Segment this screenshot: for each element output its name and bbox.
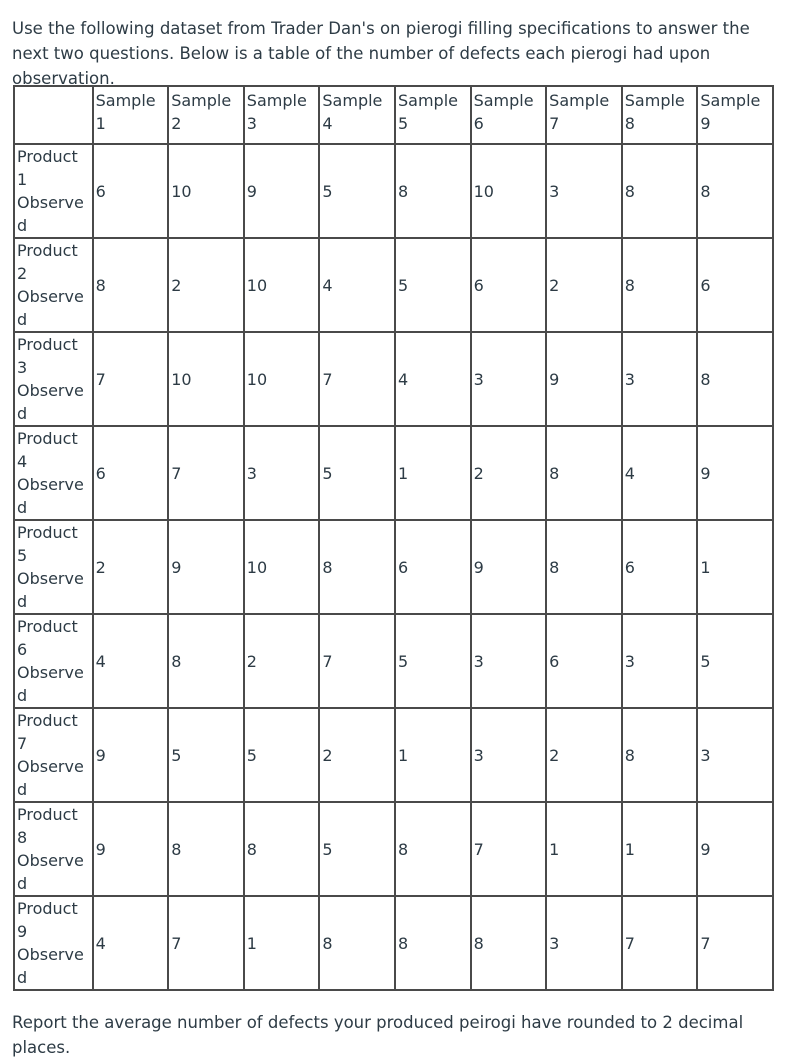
question-text: Report the average number of defects your produced peirogi have rounded to 2 decimal places. bbox=[12, 1013, 744, 1057]
table-row bbox=[14, 332, 773, 426]
defect-count-cell: 8 bbox=[319, 896, 395, 990]
table-row bbox=[14, 614, 773, 708]
table-row bbox=[14, 144, 773, 238]
defect-count-cell: 10 bbox=[471, 144, 547, 238]
defect-count-cell: 3 bbox=[471, 708, 547, 802]
defect-count-cell: 3 bbox=[471, 332, 547, 426]
defect-count-cell: 9 bbox=[697, 802, 773, 896]
defect-count-cell: 7 bbox=[319, 614, 395, 708]
column-header: Sample 7 bbox=[546, 86, 622, 144]
defect-count-cell: 10 bbox=[244, 238, 320, 332]
defect-count-cell: 9 bbox=[93, 708, 169, 802]
defect-count-cell: 7 bbox=[697, 896, 773, 990]
defect-count-cell: 9 bbox=[93, 802, 169, 896]
defect-count-cell: 6 bbox=[93, 426, 169, 520]
defect-count-cell: 3 bbox=[546, 896, 622, 990]
row-label: Product 2 Observed bbox=[14, 238, 93, 332]
defect-count-cell: 3 bbox=[546, 144, 622, 238]
defect-count-cell: 4 bbox=[395, 332, 471, 426]
defect-count-cell: 9 bbox=[244, 144, 320, 238]
defect-count-cell: 6 bbox=[93, 144, 169, 238]
defect-count-cell: 10 bbox=[244, 332, 320, 426]
column-header: Sample 3 bbox=[244, 86, 320, 144]
table-row bbox=[14, 896, 773, 990]
defect-count-cell: 10 bbox=[168, 332, 244, 426]
defect-count-cell: 10 bbox=[244, 520, 320, 614]
defect-count-cell: 9 bbox=[168, 520, 244, 614]
defect-count-cell: 5 bbox=[697, 614, 773, 708]
defect-count-cell: 6 bbox=[395, 520, 471, 614]
row-label: Product 8 Observed bbox=[14, 802, 93, 896]
defect-count-cell: 3 bbox=[697, 708, 773, 802]
defect-count-cell: 9 bbox=[546, 332, 622, 426]
defect-count-cell: 2 bbox=[546, 238, 622, 332]
defect-count-cell: 2 bbox=[319, 708, 395, 802]
defect-count-cell: 8 bbox=[622, 238, 698, 332]
defect-count-cell: 2 bbox=[244, 614, 320, 708]
defect-count-cell: 1 bbox=[395, 426, 471, 520]
column-header: Sample 1 bbox=[93, 86, 169, 144]
defect-count-cell: 2 bbox=[93, 520, 169, 614]
defect-count-cell: 8 bbox=[244, 802, 320, 896]
defect-count-cell: 8 bbox=[697, 332, 773, 426]
defect-count-cell: 6 bbox=[471, 238, 547, 332]
table-row bbox=[14, 802, 773, 896]
defect-count-cell: 5 bbox=[319, 144, 395, 238]
column-header: Sample 6 bbox=[471, 86, 547, 144]
row-label: Product 5 Observed bbox=[14, 520, 93, 614]
defect-count-cell: 8 bbox=[622, 708, 698, 802]
defect-count-cell: 8 bbox=[319, 520, 395, 614]
defect-count-cell: 8 bbox=[168, 614, 244, 708]
defect-count-cell: 8 bbox=[93, 238, 169, 332]
defect-count-cell: 8 bbox=[697, 144, 773, 238]
column-header: Sample 4 bbox=[319, 86, 395, 144]
table-row bbox=[14, 426, 773, 520]
table-row bbox=[14, 520, 773, 614]
defect-count-cell: 5 bbox=[319, 802, 395, 896]
table-header-row bbox=[14, 86, 773, 144]
row-label: Product 6 Observed bbox=[14, 614, 93, 708]
defect-count-cell: 4 bbox=[622, 426, 698, 520]
defect-count-cell: 6 bbox=[622, 520, 698, 614]
defect-count-cell: 1 bbox=[697, 520, 773, 614]
defect-count-cell: 6 bbox=[546, 614, 622, 708]
defect-count-cell: 1 bbox=[622, 802, 698, 896]
column-header: Sample 8 bbox=[622, 86, 698, 144]
column-header: Sample 2 bbox=[168, 86, 244, 144]
defect-count-cell: 8 bbox=[471, 896, 547, 990]
defect-count-cell: 5 bbox=[319, 426, 395, 520]
table-corner-cell bbox=[14, 86, 93, 144]
defect-count-cell: 2 bbox=[168, 238, 244, 332]
defect-count-cell: 8 bbox=[395, 802, 471, 896]
row-label: Product 3 Observed bbox=[14, 332, 93, 426]
row-label: Product 7 Observed bbox=[14, 708, 93, 802]
defect-count-cell: 9 bbox=[697, 426, 773, 520]
row-label: Product 9 Observed bbox=[14, 896, 93, 990]
defect-count-cell: 3 bbox=[471, 614, 547, 708]
row-label: Product 4 Observed bbox=[14, 426, 93, 520]
defect-count-cell: 1 bbox=[546, 802, 622, 896]
defect-count-cell: 8 bbox=[395, 144, 471, 238]
defect-count-cell: 7 bbox=[319, 332, 395, 426]
defect-count-cell: 5 bbox=[168, 708, 244, 802]
table-row bbox=[14, 238, 773, 332]
table-row bbox=[14, 708, 773, 802]
defect-count-cell: 8 bbox=[622, 144, 698, 238]
defect-count-cell: 7 bbox=[168, 426, 244, 520]
defect-count-cell: 8 bbox=[546, 426, 622, 520]
row-label: Product 1 Observed bbox=[14, 144, 93, 238]
defect-count-cell: 8 bbox=[168, 802, 244, 896]
defect-count-cell: 7 bbox=[93, 332, 169, 426]
intro-paragraph: Use the following dataset from Trader Dan's on pierogi filling specifications to answer the next two questions. Below is a table of the number of defects each pierogi had upon observation. bbox=[12, 19, 750, 88]
defects-table bbox=[13, 85, 774, 991]
defect-count-cell: 2 bbox=[471, 426, 547, 520]
defect-count-cell: 3 bbox=[244, 426, 320, 520]
defect-count-cell: 2 bbox=[546, 708, 622, 802]
defect-count-cell: 4 bbox=[319, 238, 395, 332]
defect-count-cell: 4 bbox=[93, 896, 169, 990]
defect-count-cell: 1 bbox=[395, 708, 471, 802]
defect-count-cell: 1 bbox=[244, 896, 320, 990]
defect-count-cell: 5 bbox=[395, 238, 471, 332]
defect-count-cell: 3 bbox=[622, 614, 698, 708]
defect-count-cell: 9 bbox=[471, 520, 547, 614]
column-header: Sample 5 bbox=[395, 86, 471, 144]
defect-count-cell: 5 bbox=[395, 614, 471, 708]
defect-count-cell: 5 bbox=[244, 708, 320, 802]
column-header: Sample 9 bbox=[697, 86, 773, 144]
defect-count-cell: 6 bbox=[697, 238, 773, 332]
defect-count-cell: 8 bbox=[395, 896, 471, 990]
defect-count-cell: 3 bbox=[622, 332, 698, 426]
defect-count-cell: 8 bbox=[546, 520, 622, 614]
defect-count-cell: 7 bbox=[168, 896, 244, 990]
defect-count-cell: 10 bbox=[168, 144, 244, 238]
defect-count-cell: 7 bbox=[622, 896, 698, 990]
defect-count-cell: 4 bbox=[93, 614, 169, 708]
defect-count-cell: 7 bbox=[471, 802, 547, 896]
